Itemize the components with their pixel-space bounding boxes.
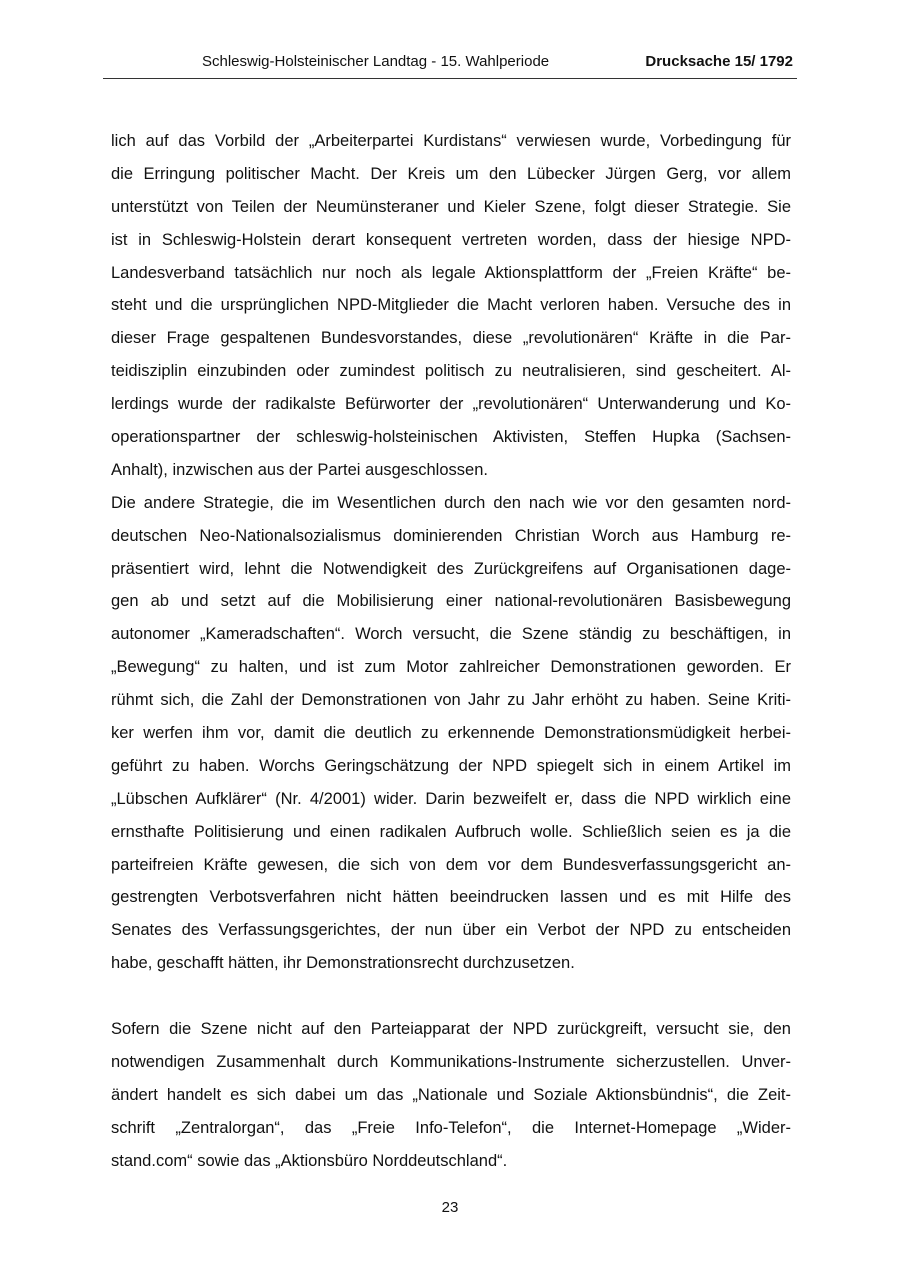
text-line: gestrengten Verbotsverfahren nicht hätten beeindrucken lassen und es mit Hilfe des bbox=[111, 888, 791, 907]
paragraph bbox=[111, 487, 791, 980]
text-line: Sofern die Szene nicht auf den Parteiapparat der NPD zurückgreift, versucht sie, den bbox=[111, 1020, 791, 1039]
paragraph bbox=[111, 125, 791, 487]
text-line: habe, geschafft hätten, ihr Demonstrationsrecht durchzusetzen. bbox=[111, 954, 575, 973]
text-line: lich auf das Vorbild der „Arbeiterpartei Kurdistans“ verwiesen wurde, Vorbedingung für bbox=[111, 132, 791, 150]
body-text bbox=[111, 125, 791, 1178]
text-line: Anhalt), inzwischen aus der Partei ausgeschlossen. bbox=[111, 460, 488, 479]
text-line: „Bewegung“ zu halten, und ist zum Motor zahlreicher Demonstrationen geworden. Er bbox=[111, 658, 791, 677]
text-line: steht und die ursprünglichen NPD-Mitglieder die Macht verloren haben. Versuche des in bbox=[111, 296, 791, 315]
text-line: geführt zu haben. Worchs Geringschätzung der NPD spiegelt sich in einem Artikel im bbox=[111, 756, 791, 775]
text-line: schrift „Zentralorgan“, das „Freie Info-Telefon“, die Internet-Homepage „Wider- bbox=[111, 1118, 791, 1137]
text-line: stand.com“ sowie das „Aktionsbüro Norddeutschland“. bbox=[111, 1151, 508, 1170]
text-line: „Lübschen Aufklärer“ (Nr. 4/2001) wider. Darin bezweifelt er, dass die NPD wirklich eine bbox=[111, 789, 791, 808]
text-line: präsentiert wird, lehnt die Notwendigkeit des Zurückgreifens auf Organisationen dage- bbox=[111, 559, 791, 578]
document-number: Drucksache 15/ 1792 bbox=[645, 53, 793, 70]
text-line: autonomer „Kameradschaften“. Worch versucht, die Szene ständig zu beschäftigen, in bbox=[111, 625, 791, 644]
header-title: Schleswig-Holsteinischer Landtag - 15. Wahlperiode bbox=[202, 53, 550, 70]
text-line: Senates des Verfassungsgerichtes, der nun über ein Verbot der NPD zu entscheiden bbox=[111, 921, 791, 940]
text-line: parteifreien Kräfte gewesen, die sich von dem vor dem Bundesverfassungsgericht an- bbox=[111, 855, 791, 874]
text-line: rühmt sich, die Zahl der Demonstrationen von Jahr zu Jahr erhöht zu haben. Seine Kriti- bbox=[111, 691, 791, 710]
text-line: Die andere Strategie, die im Wesentlichen durch den nach wie vor den gesamten nord- bbox=[111, 493, 791, 512]
text-line: deutschen Neo-Nationalsozialismus dominierenden Christian Worch aus Hamburg re- bbox=[111, 526, 791, 545]
text-line: notwendigen Zusammenhalt durch Kommunikations-Instrumente sicherzustellen. Unver- bbox=[111, 1052, 791, 1071]
text-line: lerdings wurde der radikalste Befürworter der „revolutionären“ Unterwanderung und Ko- bbox=[111, 395, 791, 414]
paragraph-gap bbox=[111, 980, 791, 1013]
paragraph bbox=[111, 1013, 791, 1177]
text-line: Landesverband tatsächlich nur noch als legale Aktionsplattform der „Freien Kräfte“ be- bbox=[111, 263, 791, 282]
text-line: operationspartner der schleswig-holsteinischen Aktivisten, Steffen Hupka (Sachsen- bbox=[111, 428, 791, 447]
text-line: ker werfen ihm vor, damit die deutlich zu erkennende Demonstrationsmüdigkeit herbei- bbox=[111, 724, 791, 743]
page-number: 23 bbox=[441, 1199, 459, 1216]
text-line: ändert handelt es sich dabei um das „Nationale und Soziale Aktionsbündnis“, die Zeit- bbox=[111, 1085, 791, 1104]
text-line: ernsthafte Politisierung und einen radikalen Aufbruch wolle. Schließlich seien es ja die bbox=[111, 822, 791, 841]
page-header bbox=[103, 52, 797, 79]
text-line: teidisziplin einzubinden oder zumindest politisch zu neutralisieren, sind gescheitert. Al- bbox=[111, 362, 791, 381]
text-line: unterstützt von Teilen der Neumünsteraner und Kieler Szene, folgt dieser Strategie. Sie bbox=[111, 197, 791, 216]
text-line: die Erringung politischer Macht. Der Kreis um den Lübecker Jürgen Gerg, vor allem bbox=[111, 164, 791, 183]
text-line: gen ab und setzt auf die Mobilisierung einer national-revolutionären Basisbewegung bbox=[111, 592, 791, 611]
text-line: dieser Frage gespaltenen Bundesvorstandes, diese „revolutionären“ Kräfte in die Par- bbox=[111, 329, 791, 348]
text-line: ist in Schleswig-Holstein derart konsequent vertreten worden, dass der hiesige NPD- bbox=[111, 230, 791, 249]
